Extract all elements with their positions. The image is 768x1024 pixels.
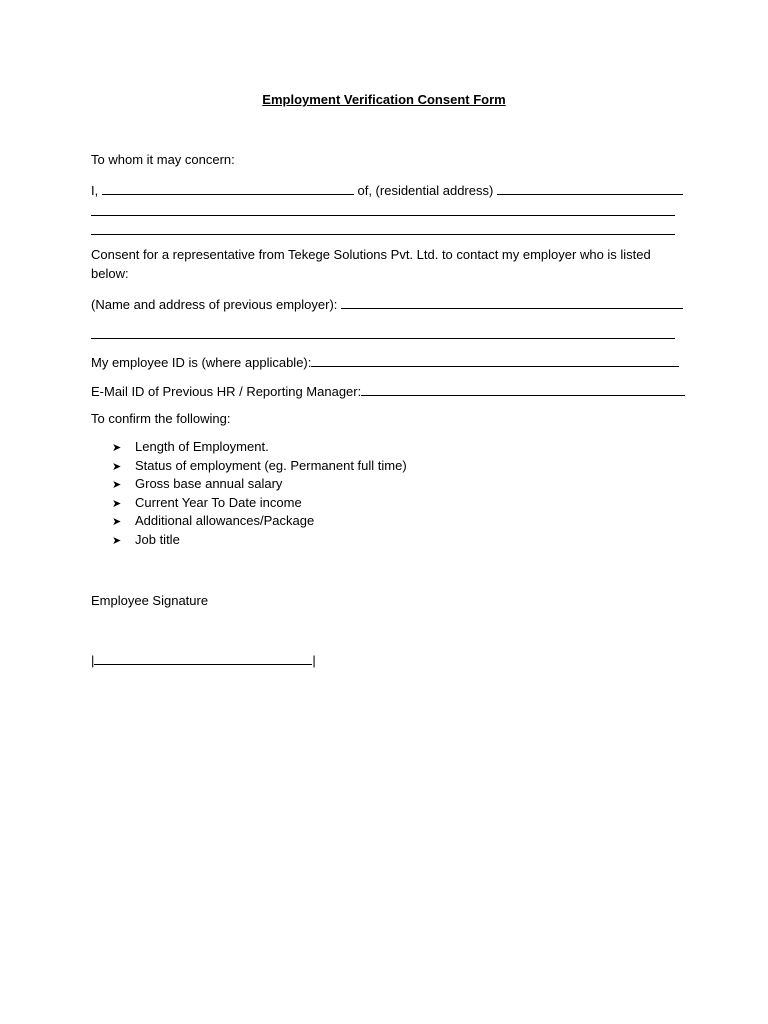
arrow-bullet-icon: ➤	[112, 497, 122, 510]
confirmation-list	[112, 438, 407, 550]
list-item: ➤ Additional allowances/Package	[112, 512, 407, 531]
signature-label: Employee Signature	[91, 593, 209, 608]
residential-address-field[interactable]	[497, 181, 683, 195]
employer-label: (Name and address of previous employer):	[91, 297, 338, 312]
signature-box-left: |	[91, 653, 95, 668]
consent-statement-line-1: Consent for a representative from Tekege Solutions Pvt. Ltd. to contact my employer who is listed	[91, 247, 651, 262]
name-address-line	[91, 181, 683, 198]
confirm-label: To confirm the following:	[91, 411, 231, 426]
form-title: Employment Verification Consent Form	[262, 92, 506, 107]
arrow-bullet-icon: ➤	[112, 460, 122, 473]
hr-email-line	[91, 382, 685, 399]
residential-address-label: of, (residential address)	[357, 183, 494, 198]
employer-field-line-2[interactable]	[91, 338, 675, 339]
signature-line	[91, 651, 316, 668]
list-item: ➤ Status of employment (eg. Permanent full time)	[112, 457, 407, 476]
employer-field[interactable]	[341, 295, 683, 309]
list-item: ➤ Current Year To Date income	[112, 494, 407, 513]
employee-id-line	[91, 353, 679, 370]
list-item: ➤ Job title	[112, 531, 407, 550]
signature-box-right: |	[312, 653, 316, 668]
name-prefix: I,	[91, 183, 99, 198]
list-item: ➤ Gross base annual salary	[112, 475, 407, 494]
arrow-bullet-icon: ➤	[112, 516, 122, 529]
hr-email-label: E-Mail ID of Previous HR / Reporting Manager:	[91, 384, 362, 399]
salutation: To whom it may concern:	[91, 152, 235, 167]
arrow-bullet-icon: ➤	[112, 442, 122, 454]
arrow-bullet-icon: ➤	[112, 534, 122, 547]
list-item: ➤ Length of Employment.	[112, 438, 407, 457]
residential-address-field-line-3[interactable]	[91, 234, 675, 235]
employee-id-field[interactable]	[311, 353, 679, 367]
hr-email-field[interactable]	[361, 382, 685, 396]
residential-address-field-line-2[interactable]	[91, 215, 675, 216]
employee-id-label: My employee ID is (where applicable):	[91, 355, 312, 370]
employer-line	[91, 295, 683, 312]
consent-statement-line-2: below:	[91, 266, 129, 281]
arrow-bullet-icon: ➤	[112, 479, 122, 492]
name-field[interactable]	[102, 181, 354, 195]
signature-field[interactable]	[94, 651, 312, 665]
